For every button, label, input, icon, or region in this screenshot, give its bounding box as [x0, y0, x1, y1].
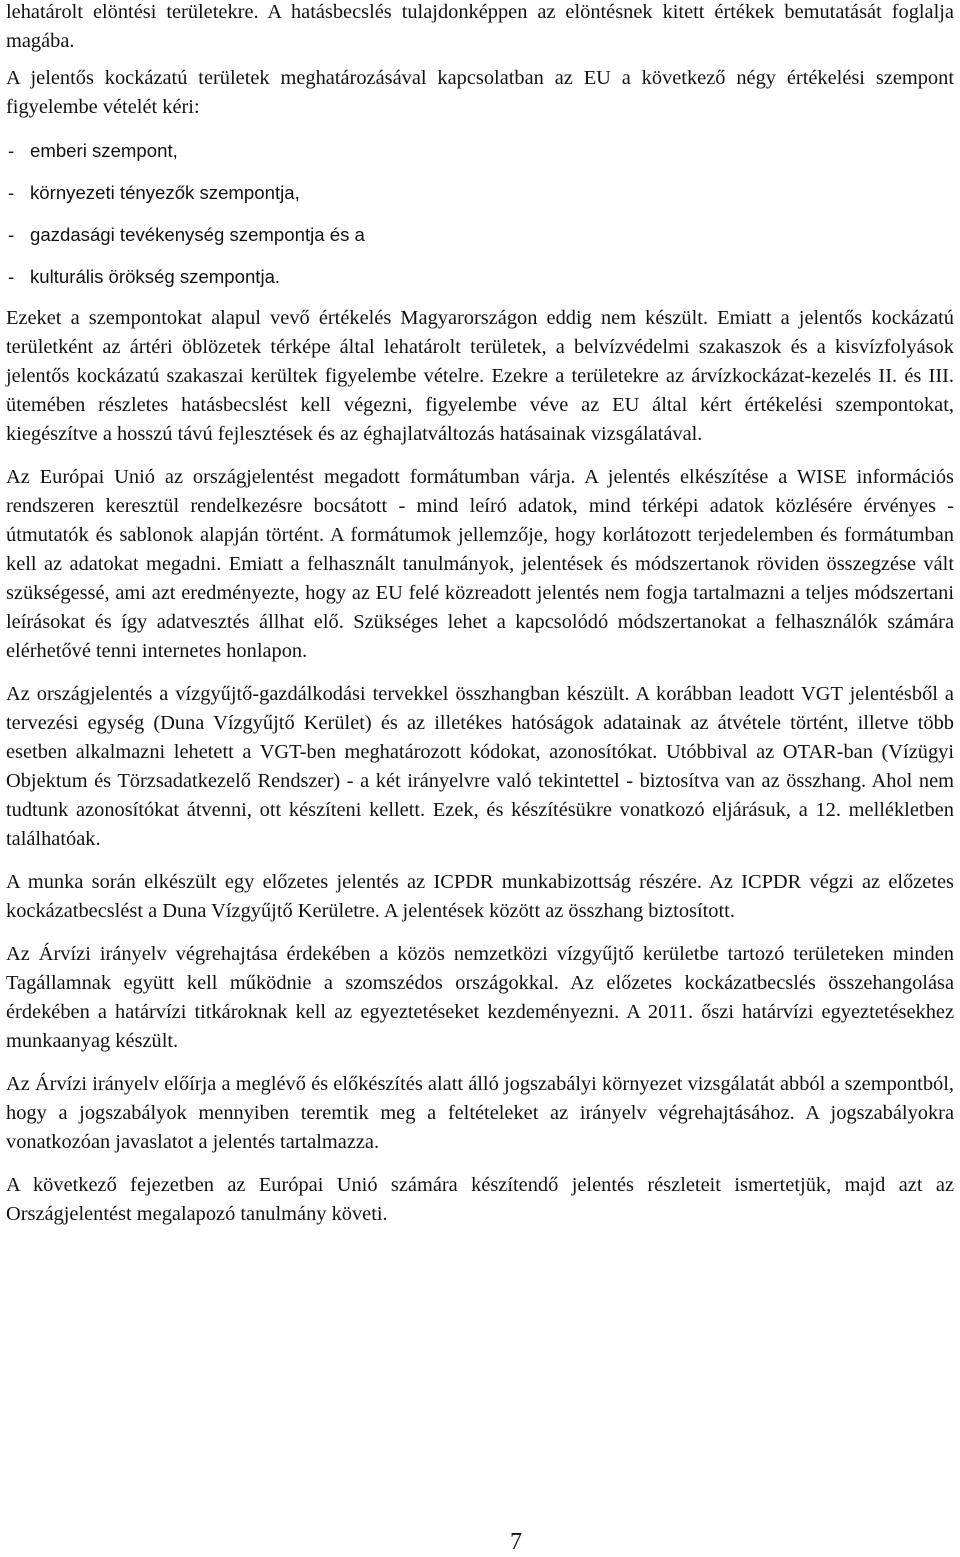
paragraph-format: Az Európai Unió az országjelentést megadott formátumban várja. A jelentés elkészítése a WISE információs rendszeren keresztül rendelkezésre bocsátott - mind leíró adatok, mind térképi adatok közlésére érvényes - útmutatók és sablonok alapján történt. A formátumok jellemzője, hogy korlátozott terjedelemben és formátumban kell az adatokat megadni. Emiatt a felhasznált tanulmányok, jelentések és módszertanok röviden összegzése vált szükségessé, ami azt eredményezte, hogy az EU felé közreadott jelentés nem fogja tartalmazni a teljes módszertani leírásokat és így adatvesztés állhat elő. Szükséges lehet a kapcsolódó módszertanokat a felhasználók számára elérhetővé tenni internetes honlapon.	[6, 466, 954, 662]
list-item	[6, 256, 954, 298]
list-item	[6, 172, 954, 214]
list-item-text: kulturális örökség szempontja.	[30, 266, 281, 287]
list-item-text: emberi szempont,	[30, 140, 178, 161]
paragraph-legislation: Az Árvízi irányelv előírja a meglévő és előkészítés alatt álló jogszabályi környezet vizsgálatát abból a szempontból, hogy a jogszabályok mennyiben teremtik meg a feltételeket az irányelv végrehajtásához. A jogszabályokra vonatkozóan javaslatot a jelentés tartalmazza.	[6, 1073, 954, 1153]
list-item-text: gazdasági tevékenység szempontja és a	[30, 224, 365, 245]
paragraph-icpdr: A munka során elkészült egy előzetes jelentés az ICPDR munkabizottság részére. Az ICPDR végzi az előzetes kockázatbecslést a Duna Vízgyűjtő Kerületre. A jelentések között az összhang biztosított.	[6, 871, 954, 922]
list-item	[6, 214, 954, 256]
criteria-list	[6, 130, 954, 298]
paragraph-assessment: Ezeket a szempontokat alapul vevő értékelés Magyarországon eddig nem készült. Emiatt a jelentős kockázatú területként az ártéri öblözetek térképe által lehatárolt területek, a belvízvédelmi szakaszok és a kisvízfolyások jelentős kockázatú szakaszai kerültek figyelembe vételre. Ezekre a területekre az árvízkockázat-kezelés II. és III. ütemében részletes hatásbecslést kell végezni, figyelembe véve az EU által kért értékelési szempontokat, kiegészítve a hosszú távú fejlesztések és az éghajlatváltozás hatásainak vizsgálatával.	[6, 307, 954, 445]
paragraph-vgt: Az országjelentés a vízgyűjtő-gazdálkodási tervekkel összhangban készült. A korábban leadott VGT jelentésből a tervezési egység (Duna Vízgyűjtő Kerület) és az illetékes hatóságok adatainak az átvétele történt, illetve több esetben alkalmazni lehetett a VGT-ben meghatározott kódokat, azonosítókat. Utóbbival az OTAR-ban (Vízügyi Objektum és Törzsadatkezelő Rendszer) - a két irányelvre való tekintettel - biztosítva van az összhang. Ahol nem tudtunk azonosítókat átvenni, ott készíteni kellett. Ezek, és készítésükre vonatkozó eljárásuk, a 12. mellékletben találhatóak.	[6, 683, 954, 850]
paragraph-next-chapter: A következő fejezetben az Európai Unió számára készítendő jelentés részleteit ismertetjük, majd azt az Országjelentést megalapozó tanulmány követi.	[6, 1174, 954, 1225]
list-item-text: környezeti tényezők szempontja,	[30, 182, 300, 203]
list-dash: -	[8, 182, 15, 203]
paragraph-cooperation: Az Árvízi irányelv végrehajtása érdekében a közös nemzetközi vízgyűjtő kerületbe tartozó területeken minden Tagállamnak együtt kell működnie a szomszédos országokkal. Az előzetes kockázatbecslés összehangolása érdekében a határvízi titkároknak kell az egyeztetéseket kezdeményezni. A 2011. őszi határvízi egyeztetésekhez munkaanyag készült.	[6, 943, 954, 1052]
document-page	[6, 0, 954, 1243]
paragraph-eu-criteria: A jelentős kockázatú területek meghatározásával kapcsolatban az EU a következő négy értékelési szempont figyelembe vételét kéri:	[6, 67, 954, 118]
list-dash: -	[8, 140, 15, 161]
paragraph-intro: lehatárolt elöntési területekre. A hatásbecslés tulajdonképpen az elöntésnek kitett értékek bemutatását foglalja magába.	[6, 1, 954, 52]
list-dash: -	[8, 266, 15, 287]
list-dash: -	[8, 224, 15, 245]
list-item	[6, 130, 954, 172]
page-number: 7	[510, 1529, 522, 1555]
